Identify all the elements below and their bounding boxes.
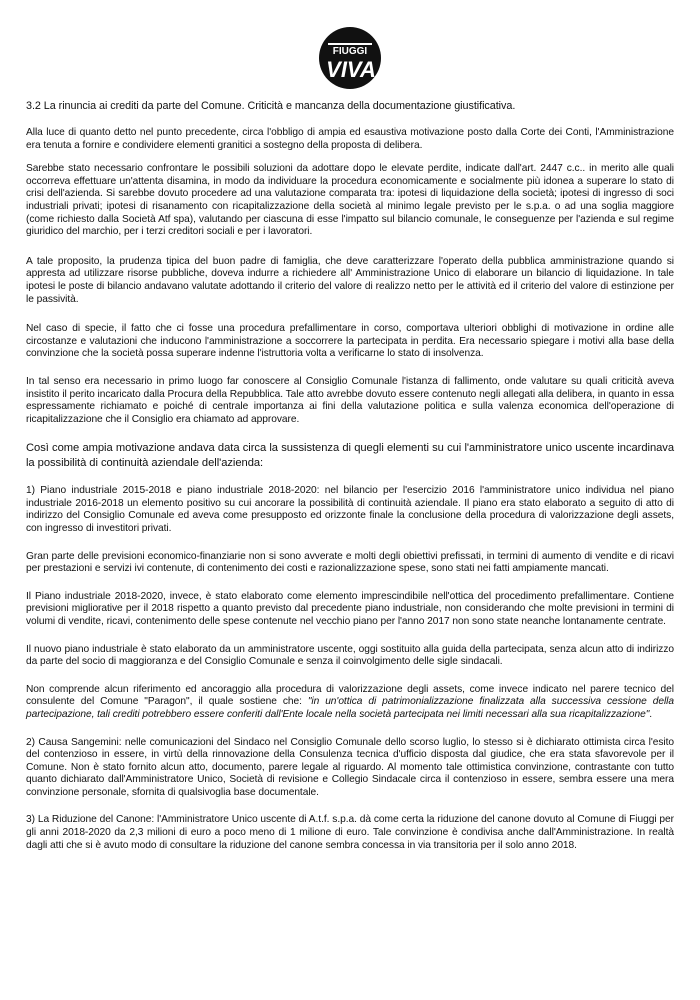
quote-intro: Non comprende alcun riferimento ed ancoraggio alla procedura di valorizzazione degli assets, come invece indicato nel parere tecnico del consulente del Comune "Paragon", il quale sostiene che: bbox=[26, 683, 674, 708]
paragraph-8: Gran parte delle previsioni economico-finanziarie non si sono avverate e molti degli obiettivi prefissati, in termini di aumento di vendite e di ricavi per prestazioni e servizi ivi contenute, di contenimento dei costi e razionalizzazione spese, sono stati nei fatti ampiamente mancati. bbox=[26, 550, 674, 575]
paragraph-10: Il nuovo piano industriale è stato elaborato da un amministratore uscente, oggi sostituito alla guida della partecipata, senza alcun atto di indirizzo da parte del socio di maggioranza e del Consiglio Comunale e senza il coinvolgimento delle sigle sindacali. bbox=[26, 643, 674, 668]
paragraph-1: Alla luce di quanto detto nel punto precedente, circa l'obbligo di ampia ed esaustiva motivazione posto dalla Corte dei Conti, l'Amministrazione era tenuta a fornire e condividere elementi granitici a sostegno della proposta di delibera. bbox=[26, 127, 674, 151]
section-heading: 3.2 La rinuncia ai crediti da parte del Comune. Criticità e mancanza della documentazione giustificativa. bbox=[26, 100, 516, 112]
quote-end: . bbox=[649, 708, 653, 720]
fiuggi-viva-logo-icon bbox=[318, 26, 382, 90]
paragraph-12: 2) Causa Sangemini: nelle comunicazioni del Sindaco nel Consiglio Comunale dello scorso luglio, lo stesso si è dichiarato ottimista circa l'esito del contenzioso in essere, in virtù della rinnovazione della Consulenza tecnica d'ufficio disposta dal giudice, che era stata sfavorevole per il Comune. Non è stato fornito alcun atto, documento, parere legale al riguardo. Al momento tale ottimistica convinzione, contrastante con tutto quanto dichiarato dall'Amministratore Unico, Società di revisione e Collegio Sindacale circa il contenzioso in essere, sembra essere una mera convinzione personale, sfornita di qualsivoglia base documentale. bbox=[26, 736, 674, 798]
paragraph-4: Nel caso di specie, il fatto che ci fosse una procedura prefallimentare in corso, comportava ulteriori obblighi di motivazione in ordine alle circostanze e valutazioni che inducono l'amministrazione a soccorrere la partecipata in perdita. Era necessario spiegare i motivi alla base della convinzione che la società possa superare indenne l'istruttoria volta a verificarne lo stato di insolvenza. bbox=[26, 323, 674, 360]
quote-text: "in un'ottica di patrimonializzazione finalizzata alla successiva cessione della partecipazione, tali crediti potrebbero essere conferiti dall'Ente locale nella società partecipata nei limiti necessari alla sua ricapitalizzazione" bbox=[26, 696, 674, 720]
paragraph-5: In tal senso era necessario in primo luogo far conoscere al Consiglio Comunale l'istanza di fallimento, onde valutare su quali criticità aveva insistito il perito incaricato dalla Procura della Repubblica. Tale atto avrebbe dovuto essere contenuto negli allegati alla delibera, in quanto in essa espressamente richiamato e poiché di centrale importanza ai fini della valutazione politica e sulla valenza economica dell'operazione di ricapitalizzazione che il Consiglio era chiamato ad approvare. bbox=[26, 376, 674, 425]
document-body bbox=[26, 100, 674, 867]
logo-text-bottom: VIVA bbox=[326, 57, 376, 82]
paragraph-6: Così come ampia motivazione andava data circa la sussistenza di quegli elementi su cui l'amministratore unico uscente incardinava la possibilità di continuità aziendale dell'azienda: bbox=[26, 442, 674, 469]
logo-text-top: FIUGGI bbox=[332, 46, 368, 57]
paragraph-quote bbox=[26, 684, 674, 722]
paragraph-3: A tale proposito, la prudenza tipica del buon padre di famiglia, che deve caratterizzare l'operato della pubblica amministrazione quando si appresta ad utilizzare risorse pubbliche, doveva indurre a richiedere all' Amministrazione Unico di elaborare un bilancio di liquidazione. In tale ipotesi le poste di bilancio andavano valutate adottando il criterio del valore di realizzo netto per le attività ed il criterio del valore di estinzione per le passività. bbox=[26, 255, 674, 305]
paragraph-13: 3) La Riduzione del Canone: l'Amministratore Unico uscente di A.t.f. s.p.a. dà come certa la riduzione del canone dovuto al Comune di Fiuggi per gli anni 2018-2020 da 2,3 milioni di euro a poco meno di 1 milione di euro. Tale convinzione è condivisa anche dall'Amministrazione. In realtà dagli atti che si è avuto modo di consultare la riduzione del canone sembra concessa in via transitoria per il solo anno 2018. bbox=[26, 814, 674, 851]
paragraph-9: Il Piano industriale 2018-2020, invece, è stato elaborato come elemento imprescindibile nell'ottica del procedimento prefallimentare. Contiene previsioni migliorative per il 2018 rispetto a quanto previsto dal precedente piano industriale, non considerando che molte previsioni in termini di volumi di vendite, ricavi, contenimento delle spese contenute nel vecchio piano per l'anno 2017 non sono state neanche lontanamente centrate. bbox=[26, 590, 674, 627]
paragraph-7: 1) Piano industriale 2015-2018 e piano industriale 2018-2020: nel bilancio per l'esercizio 2016 l'amministratore unico individua nel piano industriale 2016-2018 un elemento positivo su cui ancorare la possibilità di continuità aziendale. Il piano era stato elaborato a seguito di atto di indirizzo del Consiglio Comunale ed aveva come presupposto ed orizzonte finale la conclusione della procedura di valorizzazione degli assets, con ingresso di investitori privati. bbox=[26, 485, 674, 534]
paragraph-2: Sarebbe stato necessario confrontare le possibili soluzioni da adottare dopo le elevate perdite, indicate dall'art. 2447 c.c.. in merito alle quali occorreva effettuare un'attenta disamina, in modo da individuare la procedura economicamente e socialmente più idonea a superare lo stato di crisi dell'azienda. Si sarebbe dovuto procedere ad una valutazione comparata tra: ipotesi di liquidazione della società; ipotesi di ingresso di soci industriali privati; ipotesi di risanamento con ricapitalizzazione della società al minimo legale previsto per le s.p.a. o ad una soglia maggiore (come richiesto dalla Società Atf spa), valutando per ciascuna di esse l'impatto sul bilancio comunale, le conseguenze per l'azienda e sul regime giuridico del marchio, per i terzi creditori sociali e per i lavoratori. bbox=[26, 163, 674, 238]
